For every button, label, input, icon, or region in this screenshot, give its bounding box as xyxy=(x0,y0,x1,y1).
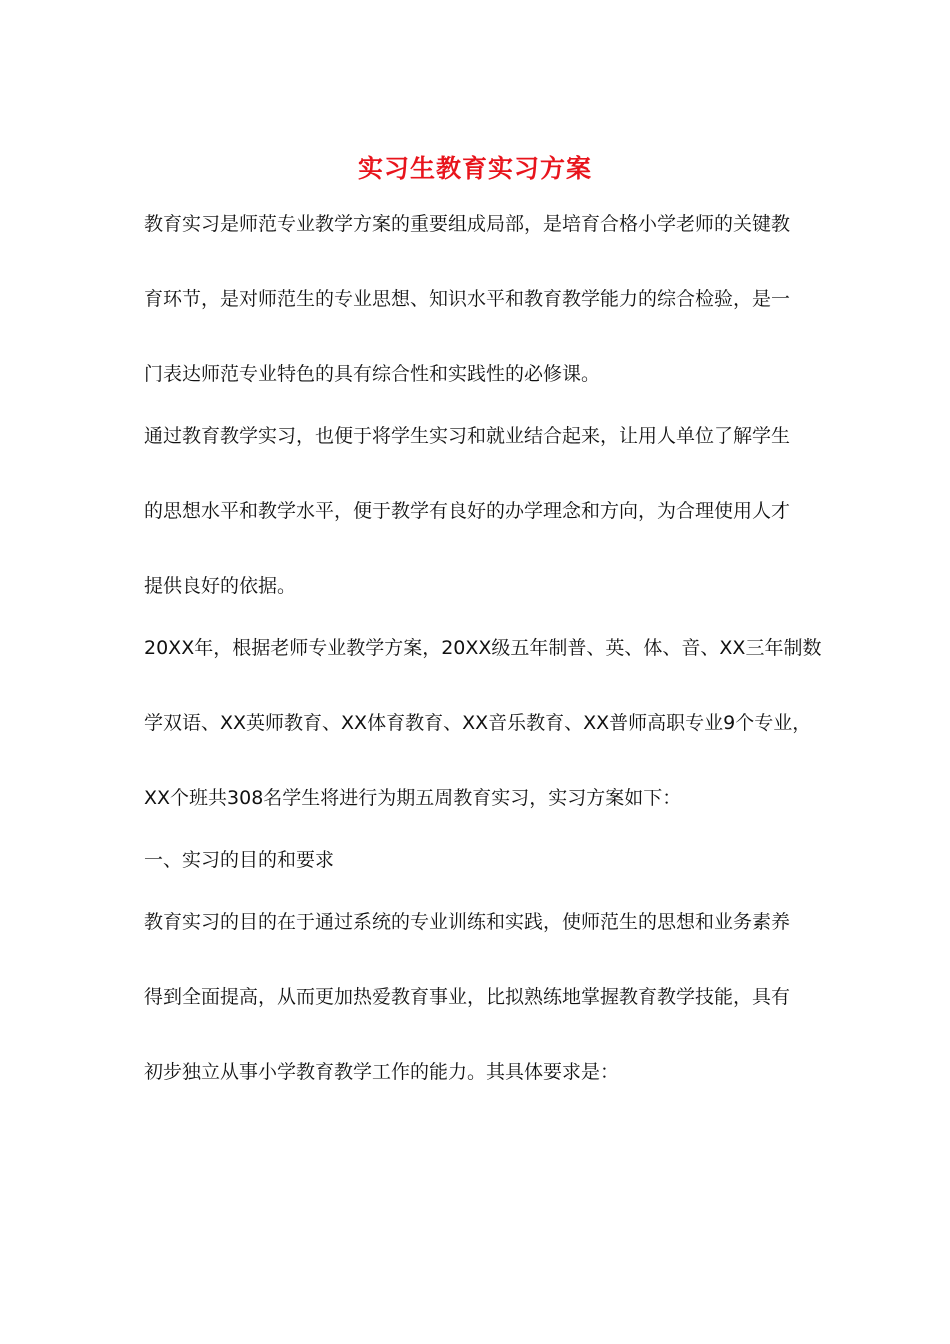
paragraph-line: 门表达师范专业特色的具有综合性和实践性的必修课。 xyxy=(144,363,601,385)
paragraph-line: 提供良好的依据。 xyxy=(144,575,297,597)
section-heading: 一、实习的目的和要求 xyxy=(144,849,335,871)
paragraph-line: 通过教育教学实习，也便于将学生实习和就业结合起来，让用人单位了解学生 xyxy=(144,425,791,447)
paragraph-line: 初步独立从事小学教育教学工作的能力。其具体要求是： xyxy=(144,1061,620,1083)
paragraph-line: 20XX年，根据老师专业教学方案，20XX级五年制普、英、体、音、XX三年制数 xyxy=(144,637,822,659)
paragraph-line: 的思想水平和教学水平，便于教学有良好的办学理念和方向，为合理使用人才 xyxy=(144,500,791,522)
paragraph-line: 育环节，是对师范生的专业思想、知识水平和教育教学能力的综合检验，是一 xyxy=(144,288,791,310)
paragraph-line: XX个班共308名学生将进行为期五周教育实习，实习方案如下： xyxy=(144,787,682,809)
paragraph-line: 得到全面提高，从而更加热爱教育事业，比拟熟练地掌握教育教学技能，具有 xyxy=(144,986,791,1008)
paragraph-line: 教育实习的目的在于通过系统的专业训练和实践，使师范生的思想和业务素养 xyxy=(144,911,791,933)
document-title: 实习生教育实习方案 xyxy=(357,154,592,183)
paragraph-line: 教育实习是师范专业教学方案的重要组成局部，是培育合格小学老师的关键教 xyxy=(144,213,791,235)
paragraph-line: 学双语、XX英师教育、XX体育教育、XX音乐教育、XX普师高职专业9个专业， xyxy=(144,712,812,734)
